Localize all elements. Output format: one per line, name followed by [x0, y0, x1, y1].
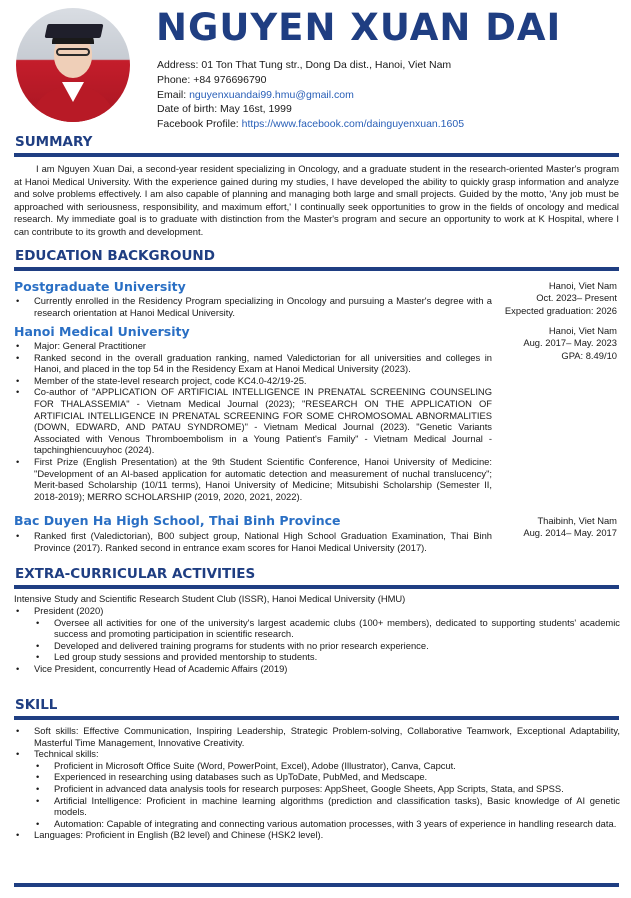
list-item: • Proficient in advanced data analysis tools for research purposes: AppSheet, Google Sheets, App Scripts, Stata, and SPSS.: [34, 783, 620, 795]
list-item: [14, 605, 620, 663]
list-item: • Proficient in Microsoft Office Suite (Word, PowerPoint, Excel), Adobe (Illustrator), Canva, Capcut.: [34, 760, 620, 772]
skill-rule: [14, 716, 619, 720]
list-item: • Currently enrolled in the Residency Program specializing in Oncology and pursuing a Master's degree with a research orientation at Hanoi Medical University.: [14, 295, 492, 318]
list-item: • Automation: Capable of integrating and connecting various automation processes, with 3 years of experience in handling research data.: [34, 818, 620, 830]
club-name: Intensive Study and Scientific Research Student Club (ISSR), Hanoi Medical University (HMU): [14, 593, 406, 604]
school-name: Hanoi Medical University: [14, 324, 190, 339]
skill-list: [14, 725, 620, 841]
list-item: • Major: General Practitioner: [14, 340, 492, 352]
list-item: • Ranked second in the overall graduation ranking, named Valedictorian for all universities and colleges in Hanoi, and placed in the top 54 in the Residency Exam at Hanoi Medical University (2023).: [14, 352, 492, 375]
education-rule: [14, 267, 619, 271]
facebook-row: [157, 117, 464, 132]
school-gpa: GPA: 8.49/10: [561, 349, 617, 361]
school-location: Hanoi, Viet Nam: [548, 280, 617, 291]
role-duties: [34, 617, 620, 663]
facebook-link[interactable]: https://www.facebook.com/dainguyenxuan.1605: [241, 118, 465, 131]
school-dates: Aug. 2017– May. 2023: [523, 337, 617, 349]
resume-header: [0, 0, 631, 132]
school-name: Bac Duyen Ha High School, Thai Binh Province: [14, 513, 341, 528]
phone: Phone: +84 976696790: [157, 73, 267, 86]
school-location: Hanoi, Viet Nam: [548, 325, 617, 336]
list-item: • Languages: Proficient in English (B2 level) and Chinese (HSK2 level).: [14, 829, 620, 841]
summary-heading: SUMMARY: [15, 134, 93, 150]
summary-rule: [14, 153, 619, 157]
list-item: • First Prize (English Presentation) at the 9th Student Scientific Conference, Hanoi University of Medicine: "Development of an AI-based application for automatic detection and measurement of nuchal translucency"; Merit-based Scholarship (10/11 terms), Hanoi University of Medicine; Mitsubishi Scholarship (Semester II, 2018-2019); MERRO SCHOLARSHIP (2019, 2020, 2021, 2022).: [14, 456, 492, 502]
skill-heading: SKILL: [15, 697, 58, 713]
list-item: • Artificial Intelligence: Proficient in machine learning algorithms (prediction and classification tasks), Basic knowledge of AI genetic models.: [34, 795, 620, 818]
list-item: • Led group study sessions and provided mentorship to students.: [34, 651, 620, 663]
profile-photo: [16, 8, 130, 122]
list-item: • Oversee all activities for one of the university's largest academic clubs (100+ members), dedicated to supporting students' academic success and promoting participation in scientific research.: [34, 617, 620, 640]
list-item: • Developed and delivered training programs for students with no prior research experience.: [34, 640, 620, 652]
school-name: Postgraduate University: [14, 279, 186, 294]
list-item: • Ranked first (Valedictorian), B00 subject group, National High School Graduation Examination, Thai Binh Province (2017). Ranked second in entrance exam scores for Hanoi Medical University (2017).: [14, 530, 492, 553]
list-item: [14, 748, 620, 829]
contact-info: [157, 58, 464, 132]
facebook-label: Facebook Profile:: [157, 118, 242, 131]
technical-label: Technical skills:: [34, 748, 99, 760]
list-item: • Experienced in researching using databases such as UpToDate, PubMed, and Medscape.: [34, 771, 620, 783]
list-item: • Co-author of "APPLICATION OF ARTIFICIAL INTELLIGENCE IN PRENATAL SCREENING COUNSELING FOR THALASSEMIA" - Vietnam Medical Journal (2023); "RESEARCH ON THE APPLICATION OF ARTIFICIAL INTELLIGENCE IN PRENATAL SCREENING FOR SOME CHROMOSOMAL ABNORMALITIES (DOWN, EDWARD, AND PATAU SYNDROME)" - Vietnam Medical Journal (2023). "Genetic Variants Associated with Venous Thromboembolism in a Young Patient's Family" - Vietnam Medical Journal - tapchinghiencuuyhoc (2024).: [14, 386, 492, 456]
school-details: [523, 325, 617, 362]
graduation-cap-icon: [45, 24, 104, 38]
activities-rule: [14, 585, 619, 589]
email-row: [157, 88, 464, 103]
email-link[interactable]: nguyenxuandai99.hmu@gmail.com: [189, 88, 354, 101]
email-label: Email:: [157, 88, 190, 101]
list-item: • Soft skills: Effective Communication, Inspiring Leadership, Strategic Problem-solving, Collaborative Teamwork, Exceptional Adaptability, Masterful Time Management, Innovative Creativity.: [14, 725, 620, 748]
school-details: [523, 515, 617, 540]
list-item: • Vice President, concurrently Head of Academic Affairs (2019): [14, 663, 620, 675]
role-title: President (2020): [34, 605, 104, 616]
address: Address: 01 Ton That Tung str., Dong Da dist., Hanoi, Viet Nam: [157, 59, 452, 71]
school-bullets: [14, 530, 492, 553]
footer-rule: [14, 883, 619, 887]
candidate-name: NGUYEN XUAN DAI: [156, 6, 562, 49]
date-of-birth: Date of birth: May 16st, 1999: [157, 103, 292, 116]
school-dates: Aug. 2014– May. 2017: [523, 527, 617, 539]
school-dates: Oct. 2023– Present: [536, 292, 617, 304]
school-bullets: [14, 340, 492, 502]
education-heading: EDUCATION BACKGROUND: [15, 248, 215, 264]
school-details: [505, 280, 617, 317]
school-location: Thaibinh, Viet Nam: [537, 515, 617, 526]
school-extra: Expected graduation: 2026: [504, 304, 617, 316]
school-bullets: [14, 295, 492, 318]
activities-heading: EXTRA-CURRICULAR ACTIVITIES: [15, 566, 256, 582]
technical-skills: [34, 760, 620, 830]
summary-text: I am Nguyen Xuan Dai, a second-year resident specializing in Oncology, and a graduate student in the research-oriented Master's program at Hanoi Medical University. With the experience gained during my studies, I have developed the ability to quickly grasp information and analyze and solve problems effectively. I am also capable of planning and managing both large and small projects. Guided by the motto, 'Any job must be approached with seriousness, responsibility, and maximum effort,' I continually seek opportunities to grow in the fields of oncology and medical research. My immediate goal is to graduate with distinction from the Master's program and secure an opportunity to work at K Hospital, where I can contribute to its growth and development.: [14, 163, 619, 237]
list-item: • Member of the state-level research project, code KC4.0-42/19-25.: [14, 375, 492, 387]
activity-roles: [14, 605, 620, 675]
photo-glasses: [56, 48, 90, 56]
